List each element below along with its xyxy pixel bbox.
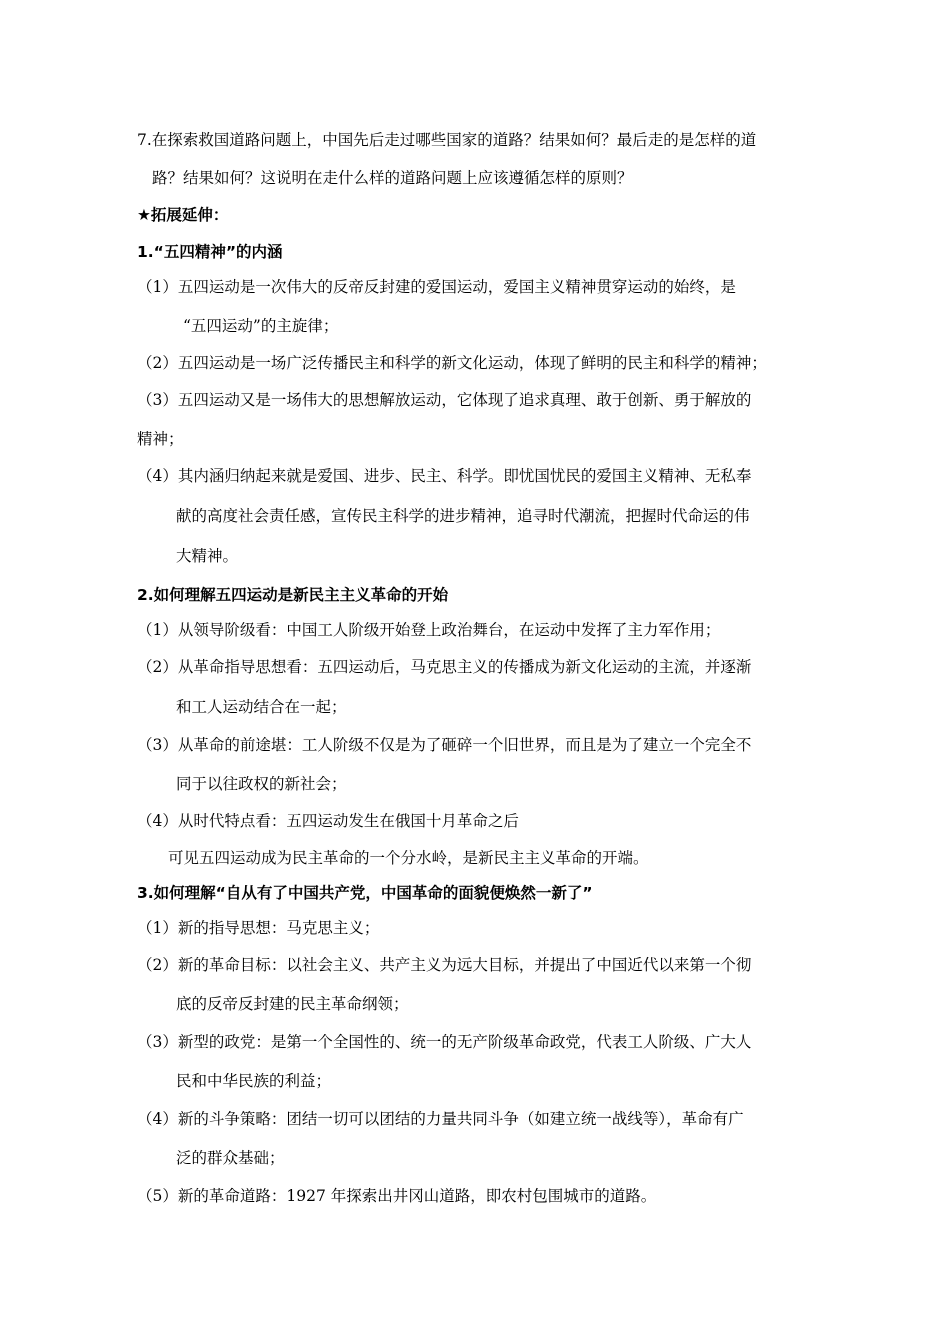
section-2-item-1-line-1: （1）从领导阶级看：中国工人阶级开始登上政治舞台，在运动中发挥了主力军作用；: [137, 621, 721, 639]
section-1-title: 1.“五四精神”的内涵: [137, 243, 283, 261]
section-3-title: 3.如何理解“自从有了中国共产党，中国革命的面貌便焕然一新了”: [137, 884, 593, 902]
section-1-item-4-line-3: 大精神。: [176, 547, 239, 565]
question-7-line-1: 7.在探索救国道路问题上，中国先后走过哪些国家的道路？结果如何？最后走的是怎样的道: [137, 131, 757, 149]
section-2-item-2-line-2: 和工人运动结合在一起；: [176, 698, 347, 716]
section-3-item-3-line-2: 民和中华民族的利益；: [176, 1072, 332, 1090]
section-2-item-2-line-1: （2）从革命指导思想看：五四运动后，马克思主义的传播成为新文化运动的主流，并逐渐: [137, 658, 752, 676]
section-1-item-4-line-1: （4）其内涵归纳起来就是爱国、进步、民主、科学。即忧国忧民的爱国主义精神、无私奉: [137, 467, 752, 485]
section-2-item-4-line-1: （4）从时代特点看：五四运动发生在俄国十月革命之后: [137, 812, 519, 830]
extension-heading: ★拓展延伸：: [137, 206, 229, 224]
question-7-line-2: 路？结果如何？这说明在走什么样的道路问题上应该遵循怎样的原则？: [152, 169, 633, 187]
section-3-item-1-line-1: （1）新的指导思想：马克思主义；: [137, 919, 380, 937]
section-3-item-2-line-1: （2）新的革命目标：以社会主义、共产主义为远大目标，并提出了中国近代以来第一个彻: [137, 956, 752, 974]
section-2-conclusion: 可见五四运动成为民主革命的一个分水岭，是新民主主义革命的开端。: [168, 849, 649, 867]
section-2-title: 2.如何理解五四运动是新民主主义革命的开始: [137, 586, 449, 604]
section-2-item-3-line-1: （3）从革命的前途堪：工人阶级不仅是为了砸碎一个旧世界，而且是为了建立一个完全不: [137, 736, 752, 754]
section-1-item-3-line-1: （3）五四运动又是一场伟大的思想解放运动，它体现了追求真理、敢于创新、勇于解放的: [137, 391, 752, 409]
section-1-item-4-line-2: 献的高度社会责任感，宣传民主科学的进步精神，追寻时代潮流，把握时代命运的伟: [176, 507, 750, 525]
section-1-item-2-line-1: （2）五四运动是一场广泛传播民主和科学的新文化运动，体现了鲜明的民主和科学的精神；: [137, 354, 767, 372]
section-3-item-4-line-2: 泛的群众基础；: [176, 1149, 285, 1167]
section-3-item-5-line-1: （5）新的革命道路：1927 年探索出井冈山道路，即农村包围城市的道路。: [137, 1187, 657, 1205]
section-1-item-1-line-1: （1）五四运动是一次伟大的反帝反封建的爱国运动，爱国主义精神贯穿运动的始终，是: [137, 278, 736, 296]
section-3-item-2-line-2: 底的反帝反封建的民主革命纲领；: [176, 995, 409, 1013]
section-3-item-4-line-1: （4）新的斗争策略：团结一切可以团结的力量共同斗争（如建立统一战线等），革命有广: [137, 1110, 744, 1128]
section-1-item-3-line-2: 精神；: [137, 430, 184, 448]
section-2-item-3-line-2: 同于以往政权的新社会；: [176, 775, 347, 793]
section-3-item-3-line-1: （3）新型的政党：是第一个全国性的、统一的无产阶级革命政党，代表工人阶级、广大人: [137, 1033, 752, 1051]
section-1-item-1-line-2: “五四运动”的主旋律；: [183, 317, 339, 335]
